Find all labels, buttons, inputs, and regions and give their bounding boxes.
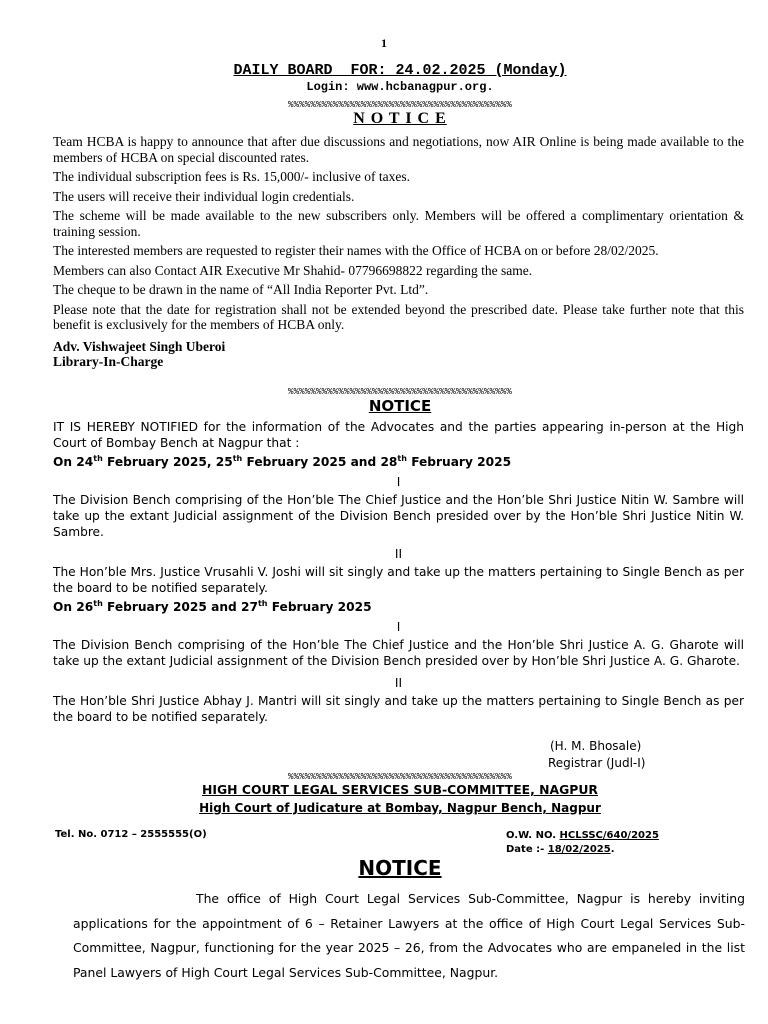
divider: %%%%%%%%%%%%%%%%%%%%%%%%%%%%%%%%%%%%%%%% [287,387,513,397]
date-line: Date :- 18/02/2025. [506,844,615,855]
divider: %%%%%%%%%%%%%%%%%%%%%%%%%%%%%%%%%%%%%%%% [287,100,513,110]
notice-paragraph: Please note that the date for registration shall not be extended beyond the prescribed date. Please take further note that this benefit is exclusively for the members of HCBA only. [53,301,744,332]
login-line: Login: www.hcbanagpur.org. [306,80,494,94]
signatory-name: (H. M. Bhosale) [550,739,642,753]
notice-paragraph: The Hon’ble Shri Justice Abhay J. Mantri will sit singly and take up the matters pertaining to Single Bench as per the board to be notified separately. [53,694,744,724]
roman-numeral: II [394,676,403,690]
notice-paragraph: The scheme will be made available to the new subscribers only. Members will be offered a complimentary orientation & training session. [53,208,744,239]
notice-body [53,134,744,370]
notice-heading: N O T I C E [353,110,447,127]
telephone-number: Tel. No. 0712 – 2555555(O) [55,829,207,840]
notice-paragraph: The Hon’ble Mrs. Justice Vrusahli V. Joshi will sit singly and take up the matters pertaining to Single Bench as per the board to be notified separately. [53,565,744,595]
notice-paragraph: The users will receive their individual login credentials. [53,188,355,204]
notice-paragraph: The interested members are requested to register their names with the Office of HCBA on or before 28/02/2025. [53,243,659,258]
date-range-heading: On 26th February 2025 and 27th February 2025 [53,598,372,614]
committee-title: HIGH COURT LEGAL SERVICES SUB-COMMITTEE, NAGPUR [202,782,598,797]
notice-heading: NOTICE [368,397,432,415]
outward-reference [506,829,659,857]
notice-paragraph: The Division Bench comprising of the Hon’ble The Chief Justice and the Hon’ble Shri Justice A. G. Gharote will take up the extant Judicial assignment of the Division Bench presided over by Hon’ble Shri Justice A. G. Gharote. [53,638,744,668]
roman-numeral: I [396,475,401,489]
notice-paragraph: Team HCBA is happy to announce that after due discussions and negotiations, now AIR Online is being made available to the members of HCBA on special discounted rates. [53,134,744,165]
page-number: 1 [381,36,387,50]
notice-paragraph: Members can also Contact AIR Executive Mr Shahid- 07796698822 regarding the same. [53,262,533,278]
signatory-title: Library-In-Charge [53,354,164,369]
notice-paragraph: The office of High Court Legal Services Sub-Committee, Nagpur is hereby inviting applications for the appointment of 6 – Retainer Lawyers at the office of High Court Legal Services Sub-Committee, Nagpur, functioning for the year 2025 – 26, from the Advocates who are empaneled in the list Panel Lawyers of High Court Legal Services Sub-Committee, Nagpur. [73,891,745,980]
notice-paragraph: The cheque to be drawn in the name of “All India Reporter Pvt. Ltd”. [53,282,429,297]
registrar-signature [548,738,718,772]
notice-body [53,419,744,725]
roman-numeral: I [396,620,401,634]
ow-number-line: O.W. NO. HCLSSC/640/2025 [506,830,659,841]
signatory-title: Registrar (Judl-I) [548,756,646,770]
roman-numeral: II [394,547,403,561]
date-range-heading: On 24th February 2025, 25th February 2025 and 28th February 2025 [53,453,512,469]
daily-board-title: DAILY BOARD FOR: 24.02.2025 (Monday) [233,62,567,79]
committee-subtitle: High Court of Judicature at Bombay, Nagpur Bench, Nagpur [199,801,601,815]
notice-intro: IT IS HEREBY NOTIFIED for the information of the Advocates and the parties appearing in-person at the High Court of Bombay Bench at Nagpur that : [53,420,744,450]
notice-paragraph: The individual subscription fees is Rs. 15,000/- inclusive of taxes. [53,169,410,184]
signatory-name: Adv. Vishwajeet Singh Uberoi [53,338,226,354]
notice-paragraph: The Division Bench comprising of the Hon’ble The Chief Justice and the Hon’ble Shri Justice Nitin W. Sambre will take up the extant Judicial assignment of the Division Bench presided over by the Hon’ble Shri Justice Nitin W. Sambre. [53,493,744,539]
divider: %%%%%%%%%%%%%%%%%%%%%%%%%%%%%%%%%%%%%%%% [287,772,513,782]
notice-heading: NOTICE [358,856,442,880]
